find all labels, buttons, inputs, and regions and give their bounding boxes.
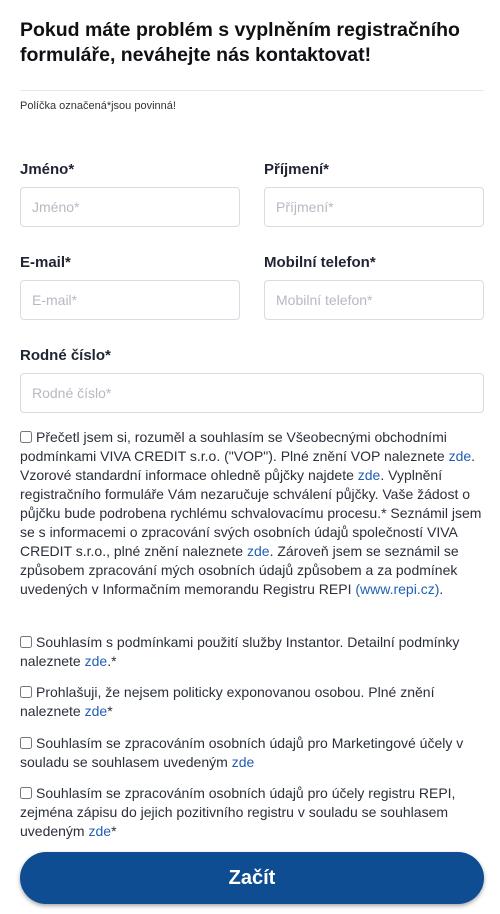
phone-input[interactable] — [264, 280, 484, 320]
marketing-text-1: Souhlasím se zpracováním osobních údajů pro Marketingové účely v souladu se souhlasem uvedeným — [20, 735, 464, 770]
instantor-link[interactable]: zde — [84, 653, 108, 669]
consent-instantor — [20, 633, 490, 671]
email-input[interactable] — [20, 280, 240, 320]
terms-text-4: . Zároveň jsem se seznámil se způsobem zpracování mých osobních údajů způsobem a za podmínek uvedených v Informačním memorandu Registru REPI — [20, 543, 459, 597]
phone-label: Mobilní telefon* — [264, 254, 376, 271]
instantor-text-2: .* — [107, 653, 117, 669]
terms-text-3: . Vyplnění registračního formuláře Vám nezaručuje schválení půjčky. Vaše žádost o půjčku bude podrobena rychlému schvalovacímu procesu.* Seznámil jsem se s informacemi o zpracování svých osobních údajů společností VIVA CREDIT s.r.o., plné znění naleznete — [20, 467, 482, 559]
repi-checkbox[interactable] — [20, 787, 32, 799]
divider — [20, 90, 484, 91]
required-fields-note: Políčka označená*jsou povinná! — [20, 100, 176, 112]
first-name-input[interactable] — [20, 187, 240, 227]
consent-repi — [20, 784, 490, 841]
privacy-link[interactable]: zde — [246, 543, 270, 559]
email-label: E-mail* — [20, 254, 71, 271]
pep-link[interactable]: zde — [84, 703, 108, 719]
vop-link[interactable]: zde — [448, 448, 472, 464]
marketing-checkbox[interactable] — [20, 737, 32, 749]
repi-text-2: * — [111, 823, 117, 839]
terms-checkbox[interactable] — [20, 431, 32, 443]
pep-text-1: Prohlašuji, že nejsem politicky exponovanou osobou. Plné znění naleznete — [20, 684, 435, 719]
last-name-label: Příjmení* — [264, 161, 330, 178]
repi-website-link[interactable]: (www.repi.cz) — [355, 581, 440, 597]
marketing-link[interactable]: zde — [231, 754, 255, 770]
terms-text-2: . Vzorové standardní informace ohledně půjčky najdete — [20, 448, 476, 483]
instantor-checkbox[interactable] — [20, 636, 32, 648]
form-heading: Pokud máte problém s vyplněním registračního formuláře, neváhejte nás kontaktovat! — [20, 19, 460, 66]
consent-marketing — [20, 734, 490, 772]
repi-text-1: Souhlasím se zpracováním osobních údajů pro účely registru REPI, zejména zápisu do jejich pozitivního registru v souladu se souhlasem uvedeným — [20, 785, 456, 839]
consent-terms — [20, 428, 490, 599]
terms-text-5: . — [439, 581, 444, 597]
first-name-label: Jméno* — [20, 161, 75, 178]
pep-checkbox[interactable] — [20, 686, 32, 698]
last-name-input[interactable] — [264, 187, 484, 227]
birth-number-label: Rodné číslo* — [20, 347, 111, 364]
pep-text-2: * — [107, 703, 113, 719]
birth-number-input[interactable] — [20, 373, 484, 413]
consent-pep — [20, 683, 490, 721]
terms-text-1: Přečetl jsem si, rozuměl a souhlasím se Všeobecnými obchodními podmínkami VIVA CREDIT s.r.o. ("VOP"). Plné znění VOP naleznete — [20, 429, 449, 464]
start-button[interactable]: Začít — [20, 852, 484, 904]
repi-link[interactable]: zde — [88, 823, 112, 839]
instantor-text-1: Souhlasím s podmínkami použití služby Instantor. Detailní podmínky naleznete — [20, 634, 460, 669]
loan-info-link[interactable]: zde — [357, 467, 381, 483]
